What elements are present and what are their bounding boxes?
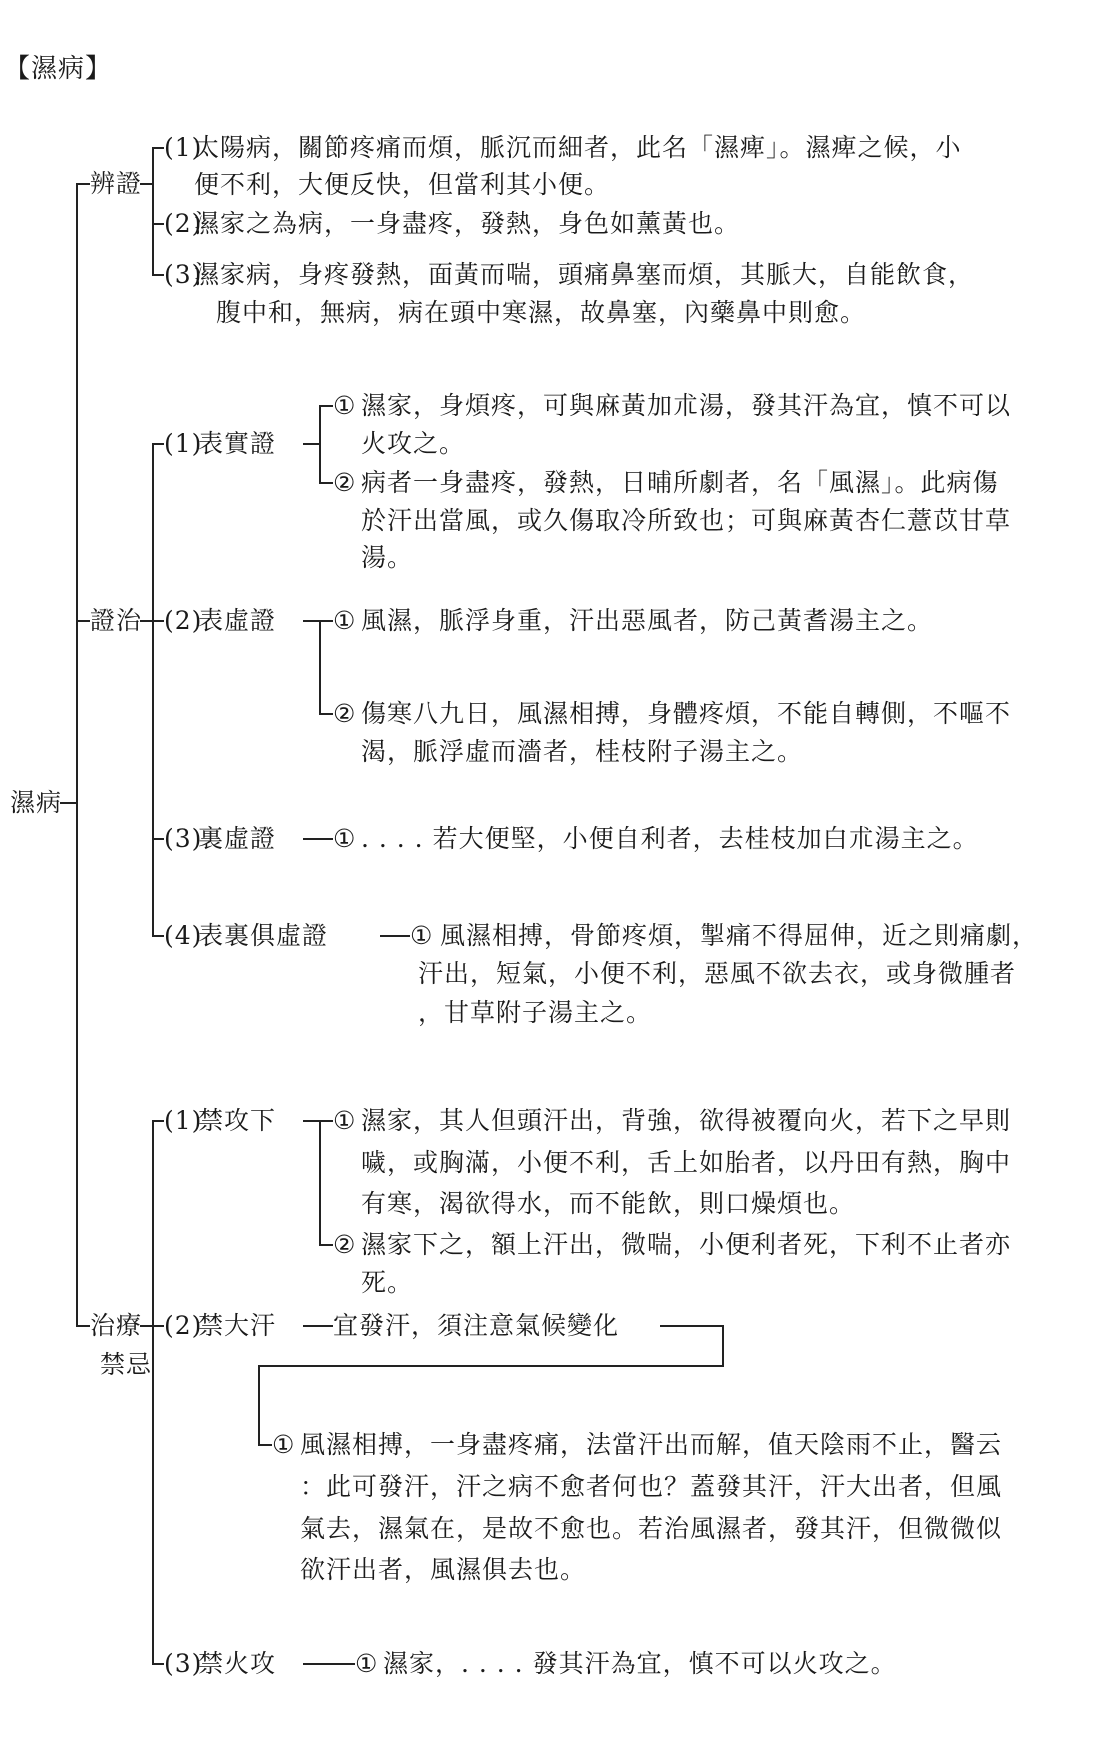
j2-note-tail <box>660 1325 722 1327</box>
jinji-trunk <box>152 1120 154 1663</box>
item-text: 風濕相搏，一身盡疼痛，法當汗出而解，值天陰雨不止，醫云 <box>300 1430 1003 1459</box>
g1-branch-1 <box>319 405 333 407</box>
g4-connector <box>380 935 410 937</box>
item-number: ② <box>333 1230 357 1259</box>
item-text: 湯。 <box>361 543 414 572</box>
g1-branch-2 <box>319 482 333 484</box>
group-name: 裏虛證 <box>198 824 277 853</box>
item-text: 有寒，渴欲得水，而不能飲，則口燥煩也。 <box>361 1189 856 1218</box>
item-number: ① <box>333 824 357 853</box>
g2-branch-2 <box>319 713 333 715</box>
group-number: (3) <box>164 824 203 853</box>
group-number: (2) <box>164 606 203 635</box>
group-name: 禁攻下 <box>198 1106 277 1135</box>
page-title: 【濕病】 <box>4 54 113 84</box>
item-text: ：此可發汗，汗之病不愈者何也？蓋發其汗，汗大出者，但風 <box>300 1472 1003 1501</box>
item-text: 濕家，. . . . 發其汗為宜，慎不可以火攻之。 <box>383 1649 897 1678</box>
item-text: 欲汗出者，風濕俱去也。 <box>300 1555 587 1584</box>
zhengzhi-trunk <box>152 443 154 935</box>
group-number: (4) <box>164 921 203 950</box>
root-branch-zhengzhi <box>76 620 90 622</box>
zhengzhi-label: 證治 <box>90 606 143 635</box>
item-text: 渴，脈浮虛而濇者，桂枝附子湯主之。 <box>361 737 804 766</box>
item-text: 太陽病，關節疼痛而煩，脈沉而細者，此名「濕痺」。濕痺之候，小 <box>194 133 962 162</box>
item-number: ① <box>355 1649 379 1678</box>
group-number: (1) <box>164 1106 203 1135</box>
zhengzhi-branch-4 <box>152 935 164 937</box>
item-number: ② <box>333 699 357 728</box>
root-connector <box>60 802 76 804</box>
group-name: 表實證 <box>198 429 277 458</box>
item-text: 火攻之。 <box>361 429 466 458</box>
zhengzhi-branch-3 <box>152 838 164 840</box>
item-text: 死。 <box>361 1268 414 1297</box>
item-number: (3) <box>164 260 203 289</box>
item-text: 濕家，其人但頭汗出，背強，欲得被覆向火，若下之早則 <box>361 1106 1012 1135</box>
item-number: ① <box>272 1430 296 1459</box>
item-text: 風濕，脈浮身重，汗出惡風者，防己黃耆湯主之。 <box>361 606 934 635</box>
item-text: 濕家病，身疼發熱，面黃而喘，頭痛鼻塞而煩，其脈大，自能飲食， <box>194 260 975 289</box>
bianzheng-trunk <box>152 147 154 274</box>
root-branch-bianzheng <box>76 183 90 185</box>
item-text: 噦，或胸滿，小便不利，舌上如胎者，以丹田有熱，胸中 <box>361 1148 1012 1177</box>
item-text: 濕家下之，額上汗出，微喘，小便利者死，下利不止者亦 <box>361 1230 1012 1259</box>
item-number: ① <box>410 921 434 950</box>
g2-trunk <box>319 620 321 713</box>
g3-connector <box>303 838 333 840</box>
item-text: . . . . 若大便堅，小便自利者，去桂枝加白朮湯主之。 <box>361 824 979 853</box>
group-number: (2) <box>164 1311 203 1340</box>
bianzheng-branch-2 <box>152 223 164 225</box>
jinji-branch-3 <box>152 1663 164 1665</box>
item-number: ① <box>333 391 357 420</box>
j2-loop-down <box>258 1365 260 1444</box>
bianzheng-label: 辨證 <box>90 169 143 198</box>
jinji-label-line-2: 禁忌 <box>100 1350 153 1379</box>
group-number: (3) <box>164 1649 203 1678</box>
j2-branch-1 <box>258 1444 272 1446</box>
j1-trunk <box>319 1120 321 1244</box>
j1-branch-2 <box>319 1244 333 1246</box>
root-label: 濕病 <box>10 788 63 817</box>
j2-connector <box>303 1325 333 1327</box>
group-name: 表裏俱虛證 <box>198 921 329 950</box>
j2-loop-back <box>258 1365 724 1367</box>
root-trunk <box>76 183 78 1325</box>
item-number: ① <box>333 1106 357 1135</box>
item-text: 傷寒八九日，風濕相搏，身體疼煩，不能自轉側，不嘔不 <box>361 699 1012 728</box>
jinji-branch-1 <box>152 1120 164 1122</box>
item-text: 病者一身盡疼，發熱，日晡所劇者，名「風濕」。此病傷 <box>361 468 999 497</box>
item-text: 氣去，濕氣在，是故不愈也。若治風濕者，發其汗，但微微似 <box>300 1514 1003 1543</box>
group-name: 禁大汗 <box>198 1311 277 1340</box>
group-note: 宜發汗，須注意氣候變化 <box>333 1311 620 1340</box>
item-text: 濕家之為病，一身盡疼，發熱，身色如薰黃也。 <box>194 209 741 238</box>
g1-connector <box>303 443 319 445</box>
item-text: 腹中和，無病，病在頭中寒濕，故鼻塞，內藥鼻中則愈。 <box>216 298 867 327</box>
bianzheng-branch-3 <box>152 274 164 276</box>
j2-note-drop <box>722 1325 724 1365</box>
item-number: (1) <box>164 133 203 162</box>
item-number: (2) <box>164 209 203 238</box>
item-text: ，甘草附子湯主之。 <box>418 998 653 1027</box>
g1-trunk <box>319 405 321 482</box>
item-text: 濕家，身煩疼，可與麻黃加朮湯，發其汗為宜，慎不可以 <box>361 391 1012 420</box>
root-branch-jinji <box>76 1325 90 1327</box>
group-name: 表虛證 <box>198 606 277 635</box>
item-text: 於汗出當風，或久傷取冷所致也；可與麻黃杏仁薏苡甘草 <box>361 506 1012 535</box>
item-number: ② <box>333 468 357 497</box>
item-text: 便不利，大便反快，但當利其小便。 <box>194 170 611 199</box>
jinji-label-line-1: 治療 <box>90 1311 143 1340</box>
bianzheng-branch-1 <box>152 147 164 149</box>
item-text: 風濕相搏，骨節疼煩，掣痛不得屈伸，近之則痛劇， <box>440 921 1039 950</box>
j3-connector <box>303 1663 355 1665</box>
zhengzhi-branch-1 <box>152 443 164 445</box>
g2-connector <box>303 620 333 622</box>
group-name: 禁火攻 <box>198 1649 277 1678</box>
item-number: ① <box>333 606 357 635</box>
group-number: (1) <box>164 429 203 458</box>
item-text: 汗出，短氣，小便不利，惡風不欲去衣，或身微腫者 <box>418 959 1017 988</box>
j1-connector <box>303 1120 333 1122</box>
